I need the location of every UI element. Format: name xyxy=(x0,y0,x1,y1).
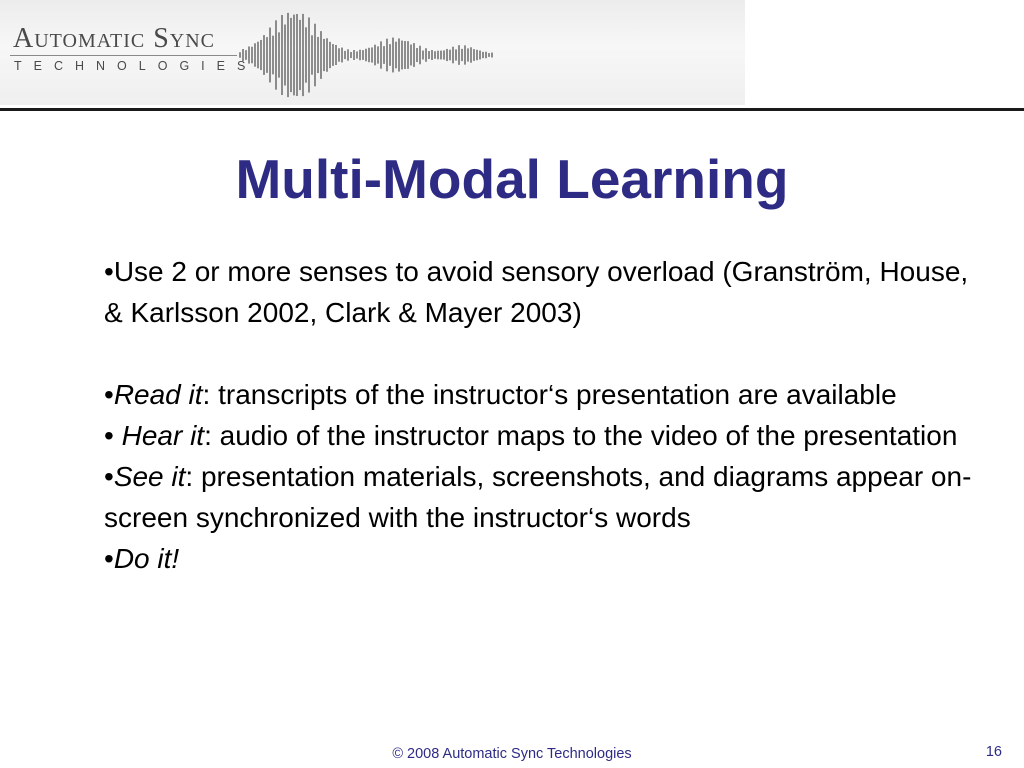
slide-title: Multi-Modal Learning xyxy=(235,148,789,210)
bullet-text: : presentation materials, screenshots, and diagrams appear on-screen synchronized with the instructor‘s words xyxy=(104,461,972,533)
bullet-marker: • xyxy=(104,543,114,574)
bullet-text: : audio of the instructor maps to the video of the presentation xyxy=(204,420,958,451)
paragraph-gap xyxy=(104,333,984,374)
bullet-text: : transcripts of the instructor‘s presentation are available xyxy=(202,379,897,410)
bullet-marker: • xyxy=(104,379,114,410)
bullet-see-it xyxy=(104,456,984,538)
header-divider xyxy=(0,108,1024,111)
bullet-do-it xyxy=(104,538,984,579)
footer-copyright: © 2008 Automatic Sync Technologies xyxy=(392,746,632,762)
bullet-label: Read it xyxy=(113,379,203,410)
bullet-text: Use 2 or more senses to avoid sensory overload (Granström, House, & Karlsson 2002, Clark & Mayer 2003) xyxy=(104,256,969,328)
bullet-marker: • xyxy=(104,420,122,451)
bullet-marker: • xyxy=(104,256,114,287)
logo-wordmark: Automatic Sync xyxy=(13,23,215,54)
waveform-icon xyxy=(238,6,498,104)
bullet-senses xyxy=(104,251,984,333)
bullet-read-it xyxy=(104,374,984,415)
bullet-hear-it xyxy=(104,415,984,456)
logo-rule xyxy=(10,55,237,56)
page-number: 16 xyxy=(985,744,1002,760)
bullet-label: See it xyxy=(113,461,186,492)
bullet-label: Do it! xyxy=(113,543,180,574)
slide-body xyxy=(104,251,984,579)
bullet-marker: • xyxy=(104,461,114,492)
logo-subtitle: TECHNOLOGIES xyxy=(14,59,258,73)
bullet-label: Hear it xyxy=(121,420,205,451)
